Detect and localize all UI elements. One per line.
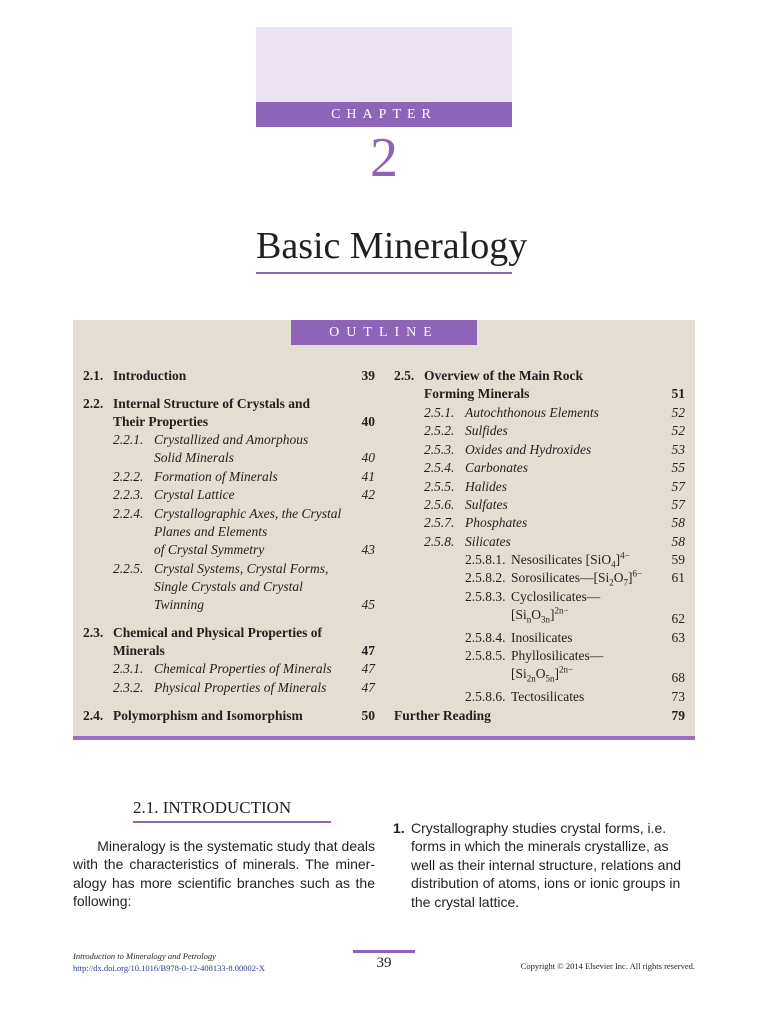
formula-text: ] (550, 607, 555, 622)
toc-entry-2-2-3[interactable]: Crystal Lattice (154, 487, 235, 502)
toc-entry-further-reading[interactable]: Further Reading (394, 708, 491, 723)
toc-page: 39 (361, 368, 375, 383)
formula-text: ] (554, 666, 560, 681)
toc-entry-2-1[interactable]: Introduction (113, 368, 187, 383)
toc-entry-2-5-6[interactable]: Sulfates (465, 497, 508, 512)
toc-entry-2-2-4-cont[interactable]: Planes and Elements (154, 524, 268, 539)
toc-num: 2.3.1. (113, 661, 144, 676)
formula-sup: 2n− (559, 664, 574, 675)
toc-page: 40 (361, 414, 375, 429)
toc-num: 2.3.2. (113, 680, 144, 695)
toc-entry-2-5-8-5[interactable]: Phyllosilicates— (511, 648, 604, 663)
toc-page: 42 (361, 487, 375, 502)
paragraph-line: Mineralogy is the systematic study that deals (97, 838, 375, 854)
toc-num: 2.5.2. (424, 423, 455, 438)
toc-entry-2-5-8[interactable]: Silicates (465, 534, 511, 549)
list-line: Crystallography studies crystal forms, i.e. (411, 820, 667, 836)
toc-entry-2-2-4[interactable]: Crystallographic Axes, the Crystal (154, 506, 342, 521)
toc-page: 52 (671, 405, 685, 420)
toc-entry-2-2[interactable]: Internal Structure of Crystals and (113, 396, 310, 411)
formula-sub: 4 (611, 559, 616, 570)
toc-page: 47 (361, 680, 375, 695)
list-item-number: 1. (393, 820, 405, 836)
toc-page: 50 (361, 708, 375, 723)
toc-num: 2.2.1. (113, 432, 144, 447)
chapter-label: CHAPTER (256, 102, 512, 127)
toc-page: 62 (671, 611, 685, 626)
list-item-text (411, 819, 695, 911)
toc-entry-2-5-8-6[interactable]: Tectosilicates (511, 689, 585, 704)
toc-num: 2.5.8. (424, 534, 455, 549)
toc-page: 55 (671, 460, 685, 475)
toc-page: 68 (671, 670, 685, 685)
formula-text: [Si (511, 607, 527, 622)
toc-page: 58 (671, 515, 685, 530)
toc-entry-2-3-2[interactable]: Physical Properties of Minerals (154, 680, 327, 695)
toc-entry-2-5-8-2[interactable] (511, 569, 642, 587)
formula-text: Sorosilicates—[Si (511, 570, 610, 585)
toc-entry-2-3-cont[interactable]: Minerals (113, 643, 165, 658)
formula-sup: 6− (632, 568, 643, 579)
toc-entry-2-5-8-3[interactable]: Cyclosilicates— (511, 589, 601, 604)
toc-num: 2.5.3. (424, 442, 455, 457)
toc-num: 2.5.8.1. (465, 552, 506, 567)
list-line: well as their internal structure, relations and (411, 856, 682, 873)
toc-page: 43 (361, 542, 375, 557)
toc-entry-2-2-cont[interactable]: Their Properties (113, 414, 209, 429)
toc-num: 2.5.8.2. (465, 570, 506, 585)
toc-page: 59 (671, 552, 685, 567)
toc-num: 2.4. (83, 708, 104, 723)
toc-entry-2-3[interactable]: Chemical and Physical Properties of (113, 625, 322, 640)
toc-num: 2.5.8.6. (465, 689, 506, 704)
formula-sub: 5n (545, 673, 555, 684)
chapter-number: 2 (370, 127, 398, 189)
toc-entry-2-2-4-cont2[interactable]: of Crystal Symmetry (154, 542, 265, 557)
toc-entry-2-5-8-3-formula[interactable] (511, 606, 569, 624)
toc-num: 2.5.4. (424, 460, 455, 475)
paragraph-line: alogy has more scientific branches such as the (73, 874, 375, 891)
toc-page: 58 (671, 534, 685, 549)
toc-page: 79 (671, 708, 685, 723)
paragraph-line: following: (73, 893, 132, 910)
list-line: forms in which the minerals crystallize, as (411, 838, 669, 855)
toc-page: 73 (671, 689, 685, 704)
toc-entry-2-5-7[interactable]: Phosphates (465, 515, 528, 530)
toc-num: 2.5.5. (424, 479, 455, 494)
toc-entry-2-5-3[interactable]: Oxides and Hydroxides (465, 442, 592, 457)
outline-label: OUTLINE (291, 320, 477, 345)
toc-entry-2-5[interactable]: Overview of the Main Rock (424, 368, 583, 383)
toc-num: 2.5.8.5. (465, 648, 506, 663)
toc-entry-2-2-1-cont[interactable]: Solid Minerals (154, 450, 234, 465)
toc-page: 57 (671, 479, 685, 494)
chapter-header-box (256, 27, 512, 102)
toc-page: 52 (671, 423, 685, 438)
toc-entry-2-4[interactable]: Polymorphism and Isomorphism (113, 708, 303, 723)
formula-text: ] (628, 570, 633, 585)
toc-entry-2-5-cont[interactable]: Forming Minerals (424, 386, 530, 401)
toc-entry-2-5-8-5-formula[interactable] (511, 665, 573, 683)
toc-num: 2.5.7. (424, 515, 455, 530)
toc-page: 47 (361, 643, 375, 658)
journal-title: Introduction to Mineralogy and Petrology (73, 951, 216, 961)
formula-text: [Si (511, 666, 527, 681)
formula-sub: n (526, 614, 532, 625)
toc-page: 45 (361, 597, 375, 612)
toc-page: 51 (671, 386, 685, 401)
title-rule (256, 272, 512, 274)
formula-sub: 3n (541, 614, 551, 625)
toc-entry-2-2-5[interactable]: Crystal Systems, Crystal Forms, (154, 561, 329, 576)
footer-rule (353, 950, 415, 953)
formula-text: O (613, 570, 624, 585)
toc-page: 40 (361, 450, 375, 465)
toc-entry-2-3-1[interactable]: Chemical Properties of Minerals (154, 661, 332, 676)
toc-page: 57 (671, 497, 685, 512)
toc-num: 2.5. (394, 368, 415, 383)
toc-num: 2.1. (83, 368, 104, 383)
intro-paragraph (73, 837, 375, 911)
copyright: Copyright © 2014 Elsevier Inc. All rights reserved. (520, 961, 695, 971)
toc-num: 2.5.6. (424, 497, 455, 512)
list-line: the crystal lattice. (411, 893, 520, 910)
toc-page: 61 (671, 570, 685, 585)
doi-link[interactable]: http://dx.doi.org/10.1016/B978-0-12-408133-8.00002-X (73, 963, 266, 973)
paragraph-line: with the characteristics of minerals. The miner- (73, 856, 375, 873)
toc-entry-2-5-5[interactable]: Halides (465, 479, 507, 494)
toc-entry-2-2-5-cont2[interactable]: Twinning (154, 597, 205, 612)
formula-sup: 4− (620, 550, 630, 561)
toc-num: 2.5.1. (424, 405, 455, 420)
toc-num: 2.2.3. (113, 487, 144, 502)
toc-entry-2-5-2[interactable]: Sulfides (465, 423, 508, 438)
toc-entry-2-5-4[interactable]: Carbonates (465, 460, 529, 475)
toc-entry-2-5-8-4[interactable]: Inosilicates (511, 630, 573, 645)
toc-num: 2.5.8.4. (465, 630, 506, 645)
formula-sub: 7 (623, 577, 628, 588)
list-line: distribution of atoms, ions or ionic groups in (411, 875, 681, 892)
page-number: 39 (376, 955, 392, 971)
toc-num: 2.2.2. (113, 469, 144, 484)
formula-text: O (531, 607, 542, 622)
toc-num: 2.3. (83, 625, 104, 640)
toc-entry-2-2-1[interactable]: Crystallized and Amorphous (154, 432, 309, 447)
toc-page: 47 (361, 661, 375, 676)
toc-page: 41 (361, 469, 375, 484)
formula-sub: 2n (526, 673, 536, 684)
toc-num: 2.5.8.3. (465, 589, 506, 604)
toc-num: 2.2.4. (113, 506, 144, 521)
toc-entry-2-5-1[interactable]: Autochthonous Elements (465, 405, 599, 420)
formula-sub: 2 (609, 577, 614, 588)
section-heading: 2.1. INTRODUCTION (133, 798, 292, 817)
toc-entry-2-5-8-1[interactable] (511, 551, 630, 569)
toc-num: 2.2. (83, 396, 104, 411)
formula-text: O (535, 666, 546, 681)
footer-citation (73, 950, 265, 974)
formula-text: ] (615, 552, 621, 567)
outline-box (73, 320, 695, 740)
toc-page: 53 (671, 442, 685, 457)
toc-page: 63 (671, 630, 685, 645)
formula-sup: 2n− (554, 605, 569, 616)
formula-text: Nesosilicates [SiO (511, 552, 612, 567)
toc-entry-2-2-2[interactable]: Formation of Minerals (154, 469, 278, 484)
chapter-title: Basic Mineralogy (256, 225, 528, 267)
section-rule (133, 821, 331, 823)
toc-num: 2.2.5. (113, 561, 144, 576)
toc-entry-2-2-5-cont[interactable]: Single Crystals and Crystal (154, 579, 303, 594)
